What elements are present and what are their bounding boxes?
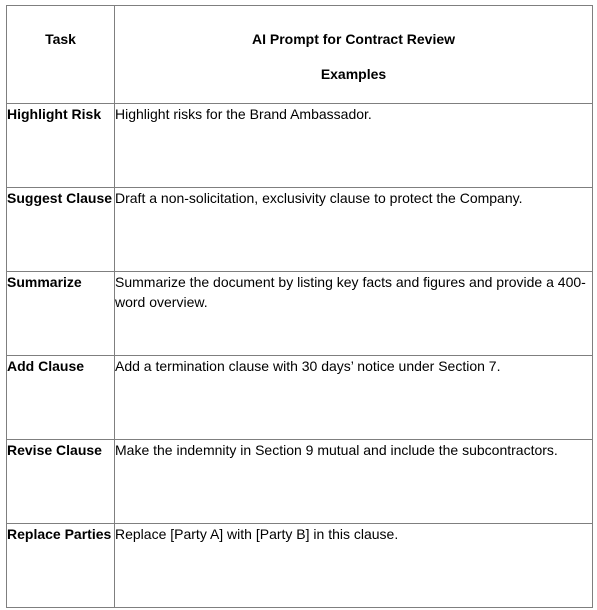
task-cell: Revise Clause [7,440,115,524]
table-row [7,272,593,356]
task-cell: Highlight Risk [7,104,115,188]
task-header-label: Task [45,31,76,47]
example-cell: Summarize the document by listing key facts and figures and provide a 400-word overview. [115,272,593,356]
table-row [7,104,593,188]
table-row [7,440,593,524]
prompt-column-header [115,6,593,104]
task-column-header [7,6,115,104]
task-cell: Summarize [7,272,115,356]
task-cell: Add Clause [7,356,115,440]
task-cell: Suggest Clause [7,188,115,272]
contract-review-prompt-table [6,5,593,608]
table-row [7,356,593,440]
example-cell: Make the indemnity in Section 9 mutual and include the subcontractors. [115,440,593,524]
prompt-header-sublabel: Examples [320,66,387,82]
table-header-row [7,6,593,104]
table-row [7,524,593,608]
table-row [7,188,593,272]
prompt-header-label: AI Prompt for Contract Review [251,31,456,47]
example-cell: Draft a non-solicitation, exclusivity clause to protect the Company. [115,188,593,272]
example-cell: Replace [Party A] with [Party B] in this clause. [115,524,593,608]
example-cell: Highlight risks for the Brand Ambassador. [115,104,593,188]
example-cell: Add a termination clause with 30 days’ notice under Section 7. [115,356,593,440]
task-cell: Replace Parties [7,524,115,608]
